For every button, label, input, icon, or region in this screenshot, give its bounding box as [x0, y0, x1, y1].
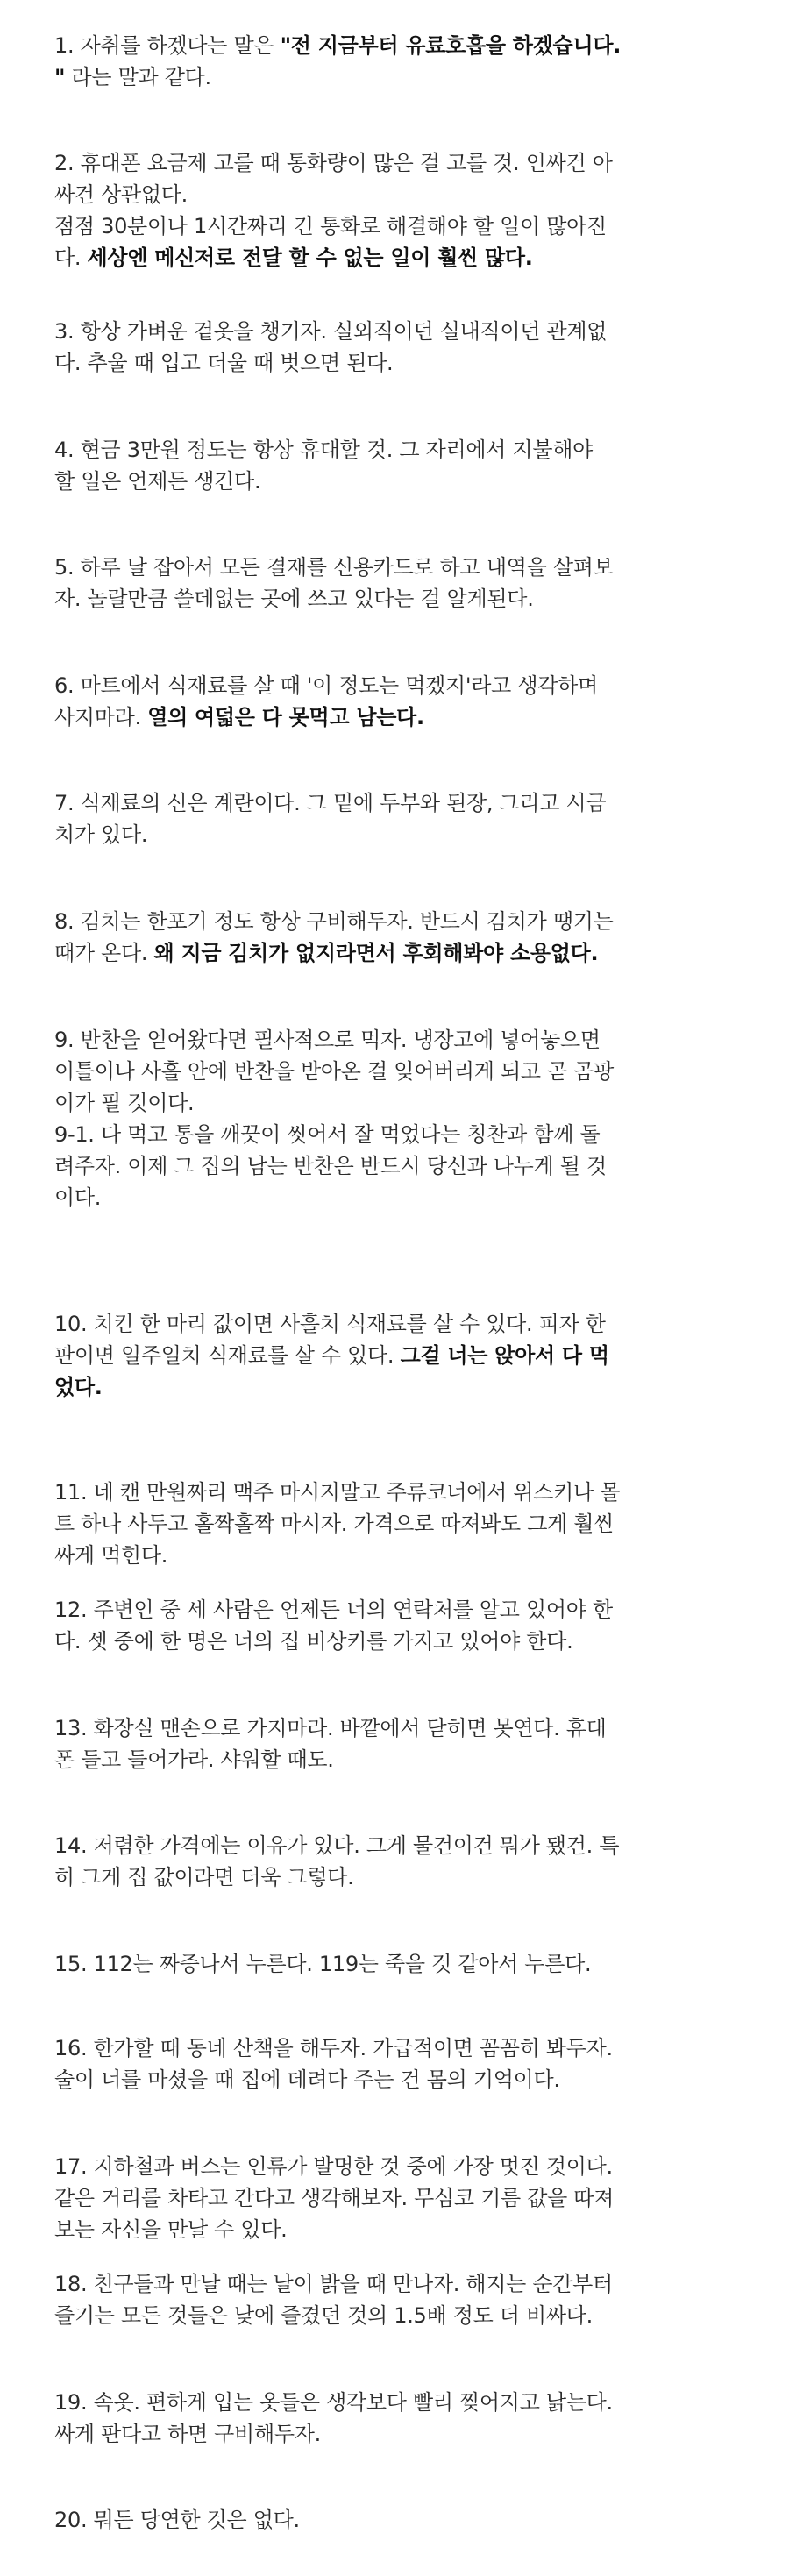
tip-text: 점점 30분이나 1시간짜리 긴 통화로 해결해야 할 일이 많아진 [54, 214, 607, 238]
tip-text: 할 일은 언제든 생긴다. [54, 469, 261, 494]
tip-item [54, 316, 747, 379]
tip-line [54, 1182, 747, 1213]
tip-line [54, 242, 747, 274]
tip-text: 사지마라. [54, 705, 148, 729]
tip-item [54, 1830, 747, 1893]
tip-line [54, 1340, 747, 1371]
tip-text: 때가 온다. [54, 941, 154, 965]
tip-text: 1. 자취를 하겠다는 말은 [54, 33, 281, 58]
tip-text: 14. 저렴한 가격에는 이유가 있다. 그게 물건이건 뭐가 됐건. 특 [54, 1833, 620, 1858]
tip-text: 8. 김치는 한포기 정도 항상 구비해두자. 반드시 김치가 땡기는 [54, 909, 614, 934]
tip-line [54, 2418, 747, 2450]
tip-line [54, 1150, 747, 1182]
tip-line [54, 1371, 747, 1403]
tip-emphasis-text: 그걸 너는 앉아서 다 먹 [400, 1343, 609, 1368]
tip-line [54, 2268, 747, 2300]
tip-line [54, 906, 747, 937]
tip-item [54, 2268, 747, 2331]
tip-text: 13. 화장실 맨손으로 가지마라. 바깥에서 닫히면 못연다. 휴대 [54, 1716, 607, 1740]
tip-line [54, 787, 747, 819]
tip-line [54, 2214, 747, 2245]
tip-text: 술이 너를 마셨을 때 집에 데려다 주는 건 몸의 기억이다. [54, 2067, 560, 2092]
tip-emphasis-text: 었다. [54, 1375, 103, 1399]
tip-text: 18. 친구들과 만날 때는 날이 밝을 때 만나자. 해지는 순간부터 [54, 2272, 613, 2296]
tip-line [54, 434, 747, 466]
tip-line [54, 1744, 747, 1775]
tip-text: 17. 지하철과 버스는 인류가 발명한 것 중에 가장 멋진 것이다. [54, 2154, 613, 2179]
tip-text: 11. 네 캔 만원짜리 맥주 마시지말고 주류코너에서 위스키나 몰 [54, 1480, 621, 1505]
tip-line [54, 1626, 747, 1657]
tip-text: 9-1. 다 먹고 통을 깨끗이 씻어서 잘 먹었다는 칭찬과 함께 돌 [54, 1122, 601, 1147]
tip-emphasis-text: 열의 여덟은 다 못먹고 남는다. [147, 705, 424, 729]
tip-item [54, 2504, 747, 2536]
tip-item [54, 147, 747, 274]
tip-line [54, 1508, 747, 1540]
tip-item [54, 787, 747, 850]
tip-line [54, 551, 747, 583]
tip-text: 즐기는 모든 것들은 낮에 즐겼던 것의 1.5배 정도 더 비싸다. [54, 2303, 594, 2328]
tip-text: 다. 추울 때 입고 더울 때 벗으면 된다. [54, 351, 394, 375]
tip-line [54, 147, 747, 179]
tip-item [54, 2151, 747, 2245]
tip-line [54, 2504, 747, 2536]
tip-text: 라는 말과 같다. [65, 65, 211, 89]
tip-text: 싸게 먹힌다. [54, 1543, 168, 1568]
tip-text: 20. 뭐든 당연한 것은 없다. [54, 2508, 300, 2532]
tip-line [54, 937, 747, 969]
tip-item [54, 2387, 747, 2450]
tip-line [54, 2182, 747, 2214]
tip-text: 보는 자신을 만날 수 있다. [54, 2217, 288, 2242]
tip-item [54, 551, 747, 615]
tip-text: 이다. [54, 1185, 102, 1210]
tip-emphasis-text: 세상엔 메신저로 전달 할 수 없는 일이 훨씬 많다. [87, 246, 533, 270]
tip-line [54, 819, 747, 850]
tip-text: 19. 속옷. 편하게 입는 옷들은 생각보다 빨리 찢어지고 낡는다. [54, 2390, 613, 2415]
tip-item [54, 1948, 747, 1980]
tip-item [54, 1308, 747, 1403]
tip-line [54, 1948, 747, 1980]
tip-text: 트 하나 사두고 홀짝홀짝 마시자. 가격으로 따져봐도 그게 훨씬 [54, 1512, 615, 1536]
tip-item [54, 1477, 747, 1571]
tip-line [54, 316, 747, 347]
tip-text: 히 그게 집 값이라면 더욱 그렇다. [54, 1865, 354, 1889]
tip-text: 15. 112는 짜증나서 누른다. 119는 죽을 것 같아서 누른다. [54, 1952, 592, 1976]
tip-text: 다. [54, 246, 88, 270]
tip-item [54, 670, 747, 733]
tip-text: 자. 놀랄만큼 쓸데없는 곳에 쓰고 있다는 걸 알게된다. [54, 587, 534, 611]
tip-text: 판이면 일주일치 식재료를 살 수 있다. [54, 1343, 401, 1368]
tip-emphasis-text: 왜 지금 김치가 없지라면서 후회해봐야 소용없다. [153, 941, 599, 965]
tip-line [54, 2064, 747, 2096]
tip-text: 치가 있다. [54, 822, 148, 847]
tip-text: 다. 셋 중에 한 명은 너의 집 비상키를 가지고 있어야 한다. [54, 1629, 573, 1654]
tip-line [54, 1712, 747, 1744]
tip-text: 4. 현금 3만원 정도는 항상 휴대할 것. 그 자리에서 지불해야 [54, 438, 594, 462]
tip-line [54, 347, 747, 379]
tip-text: 3. 항상 가벼운 겉옷을 챙기자. 실외직이던 실내직이던 관계없 [54, 319, 608, 344]
tip-text: 같은 거리를 차타고 간다고 생각해보자. 무심코 기름 값을 따져 [54, 2186, 615, 2210]
tip-line [54, 2300, 747, 2331]
tip-item [54, 1712, 747, 1775]
tip-emphasis-text: " [54, 65, 66, 89]
tip-text: 려주자. 이제 그 집의 남는 반찬은 반드시 당신과 나누게 될 것 [54, 1154, 607, 1178]
tip-text: 싸게 판다고 하면 구비해두자. [54, 2422, 321, 2446]
tip-line [54, 1594, 747, 1626]
tip-line [54, 1540, 747, 1571]
tip-text: 폰 들고 들어가라. 샤워할 때도. [54, 1747, 334, 1772]
tip-text: 6. 마트에서 식재료를 살 때 '이 정도는 먹겠지'라고 생각하며 [54, 673, 598, 698]
tip-line [54, 1087, 747, 1119]
tip-item [54, 1594, 747, 1657]
tip-line [54, 1308, 747, 1340]
tip-item [54, 2032, 747, 2096]
tip-emphasis-text: "전 지금부터 유료호흡을 하겠습니다. [280, 33, 622, 58]
tip-line [54, 30, 747, 61]
tip-line [54, 2032, 747, 2064]
tip-line [54, 701, 747, 733]
tip-line [54, 61, 747, 93]
tip-line [54, 583, 747, 615]
tip-line [54, 466, 747, 497]
tip-text: 이가 필 것이다. [54, 1091, 195, 1115]
tip-text: 9. 반찬을 얻어왔다면 필사적으로 먹자. 냉장고에 넣어놓으면 [54, 1028, 601, 1052]
tip-line [54, 210, 747, 242]
tip-line [54, 179, 747, 210]
tip-text: 싸건 상관없다. [54, 182, 188, 207]
tip-text: 16. 한가할 때 동네 산책을 해두자. 가급적이면 꼼꼼히 봐두자. [54, 2036, 613, 2060]
tip-text: 5. 하루 날 잡아서 모든 결재를 신용카드로 하고 내역을 살펴보 [54, 555, 614, 580]
tip-line [54, 670, 747, 701]
tip-line [54, 1056, 747, 1087]
tip-line [54, 1477, 747, 1508]
tip-item [54, 1024, 747, 1213]
tip-item [54, 906, 747, 969]
tip-line [54, 1119, 747, 1150]
tip-line [54, 2387, 747, 2418]
tip-text: 7. 식재료의 신은 계란이다. 그 밑에 두부와 된장, 그리고 시금 [54, 791, 607, 815]
tip-item [54, 434, 747, 497]
tip-text: 이틀이나 사흘 안에 반찬을 받아온 걸 잊어버리게 되고 곧 곰팡 [54, 1059, 615, 1084]
tip-line [54, 2151, 747, 2182]
tip-line [54, 1024, 747, 1056]
tip-line [54, 1861, 747, 1893]
tip-text: 12. 주변인 중 세 사람은 언제든 너의 연락처를 알고 있어야 한 [54, 1598, 613, 1622]
tip-text: 10. 치킨 한 마리 값이면 사흘치 식재료를 살 수 있다. 피자 한 [54, 1312, 606, 1336]
tip-item [54, 30, 747, 93]
tip-line [54, 1830, 747, 1861]
tip-text: 2. 휴대폰 요금제 고를 때 통화량이 많은 걸 고를 것. 인싸건 아 [54, 151, 613, 175]
